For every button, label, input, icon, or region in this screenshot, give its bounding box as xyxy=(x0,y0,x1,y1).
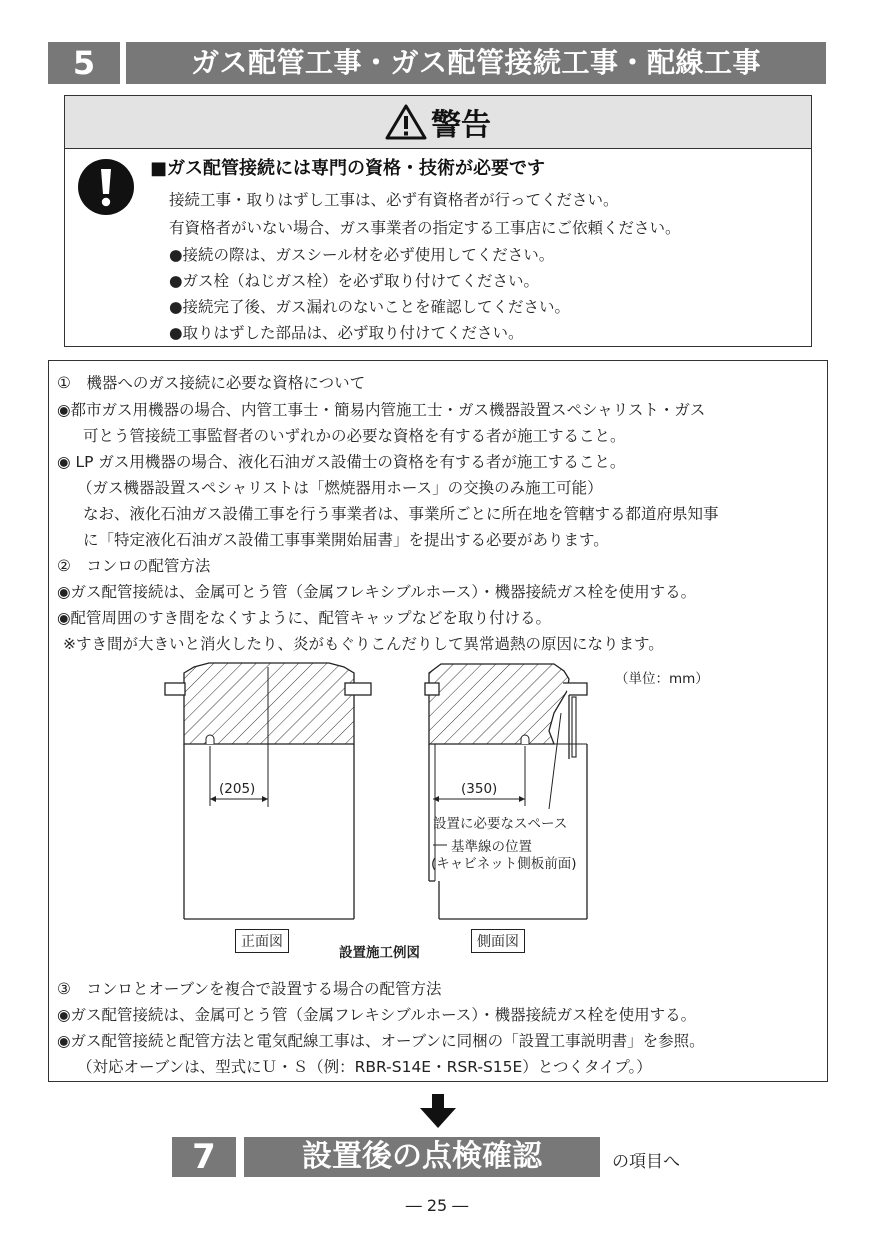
section-number: 5 xyxy=(48,42,120,84)
cabinet-label: (キャビネット側板前面) xyxy=(431,856,577,872)
next-section-title: 設置後の点検確認 xyxy=(244,1137,600,1177)
warning-triangle-icon xyxy=(385,104,427,140)
space-label: 設置に必要なスペース xyxy=(433,816,568,832)
front-view-diagram xyxy=(165,663,371,919)
info-line: なお、液化石油ガス設備工事を行う事業者は、事業所ごとに所在地を管轄する都道府県知事 xyxy=(83,505,719,523)
info-line: ◉ LP ガス用機器の場合、液化石油ガス設備士の資格を有する者が施工すること。 xyxy=(57,453,626,471)
warning-line: ●取りはずした部品は、必ず取り付けてください。 xyxy=(169,324,524,342)
page-number: ― 25 ― xyxy=(405,1196,469,1215)
baseline-label: 基準線の位置 xyxy=(451,839,532,855)
next-section-number: 7 xyxy=(172,1137,236,1177)
info-box xyxy=(48,360,828,1082)
side-dimension-label: (350) xyxy=(461,781,498,797)
warning-line: 有資格者がいない場合、ガス事業者の指定する工事店にご依頼ください。 xyxy=(169,219,681,237)
info-line: ◉ガス配管接続と配管方法と電気配線工事は、オーブンに同梱の「設置工事説明書」を参照。 xyxy=(57,1032,705,1050)
mandatory-action-icon xyxy=(77,158,135,216)
section-title: ガス配管工事・ガス配管接続工事・配線工事 xyxy=(126,42,826,84)
warning-line: ●接続完了後、ガス漏れのないことを確認してください。 xyxy=(169,298,571,316)
info-line: ◉配管周囲のすき間をなくすように、配管キャップなどを取り付ける。 xyxy=(57,609,552,627)
info-line: ◉ガス配管接続は、金属可とう管（金属フレキシブルホース）・機器接続ガス栓を使用する。 xyxy=(57,1006,697,1024)
info-line: （ガス機器設置スペシャリストは「燃焼器用ホース」の交換のみ施工可能） xyxy=(77,479,603,497)
unit-label: （単位：mm） xyxy=(615,671,709,687)
next-section-suffix: の項目へ xyxy=(612,1152,680,1172)
info-line: 可とう管接続工事監督者のいずれかの必要な資格を有する者が施工すること。 xyxy=(83,427,626,445)
warning-box xyxy=(64,95,812,347)
info-line: ◉都市ガス用機器の場合、内管工事士・簡易内管施工士・ガス機器設置スペシャリスト・ガス xyxy=(57,401,706,419)
warning-line: 接続工事・取りはずし工事は、必ず有資格者が行ってください。 xyxy=(169,191,619,209)
info-heading-3: ③ コンロとオーブンを複合で設置する場合の配管方法 xyxy=(57,980,442,998)
side-view-diagram xyxy=(425,664,587,919)
diagram-caption: 設置施工例図 xyxy=(339,945,420,961)
info-line: ◉ガス配管接続は、金属可とう管（金属フレキシブルホース）・機器接続ガス栓を使用する。 xyxy=(57,583,697,601)
info-line: に「特定液化石油ガス設備工事事業開始届書」を提出する必要があります。 xyxy=(83,531,609,549)
warning-line: ●接続の際は、ガスシール材を必ず使用してください。 xyxy=(169,246,555,264)
down-arrow-icon xyxy=(420,1094,456,1128)
front-dimension-label: (205) xyxy=(219,781,256,797)
warning-line: ●ガス栓（ねじガス栓）を必ず取り付けてください。 xyxy=(169,272,540,290)
front-view-label: 正面図 xyxy=(235,929,289,953)
warning-heading: 警告 xyxy=(431,108,491,143)
info-note: ※すき間が大きいと消火したり、炎がもぐりこんだりして異常過熱の原因になります。 xyxy=(63,635,664,653)
info-line: （対応オーブンは、型式にＵ・Ｓ（例：RBR-S14E・RSR-S15E）とつくタイプ。） xyxy=(77,1058,652,1076)
info-heading-2: ② コンロの配管方法 xyxy=(57,557,211,575)
warning-subheading: ■ガス配管接続には専門の資格・技術が必要です xyxy=(150,158,546,179)
info-heading-1: ① 機器へのガス接続に必要な資格について xyxy=(57,374,366,392)
side-view-label: 側面図 xyxy=(471,929,525,953)
warning-header xyxy=(65,96,811,149)
